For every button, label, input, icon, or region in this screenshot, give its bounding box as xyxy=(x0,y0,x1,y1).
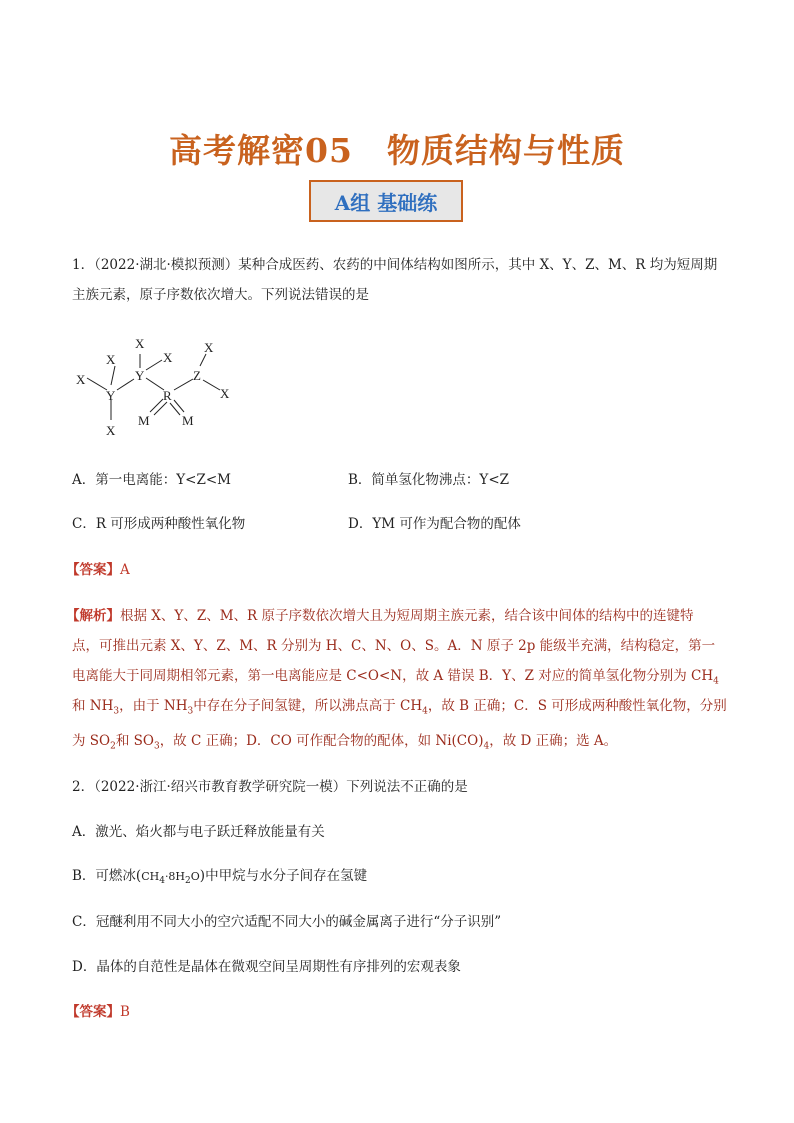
q1-explanation-line-2: 点，可推出元素 X、Y、Z、M、R 分别为 H、C、N、O、S。A．N 原子 2p 能级半充满，结构稳定，第一 xyxy=(72,638,716,654)
formula-part: CH xyxy=(141,870,160,883)
answer-value: B xyxy=(120,1004,130,1020)
q1-option-c: C．R 可形成两种酸性氧化物 xyxy=(72,516,246,532)
q1-explanation-line-5 xyxy=(72,731,617,751)
answer-label: 【答案】 xyxy=(66,562,120,578)
answer-value: A xyxy=(120,562,130,578)
subscript: 4 xyxy=(713,676,719,687)
explanation-text-4b: ，由于 NH xyxy=(119,698,188,714)
q2-option-a: A．激光、焰火都与电子跃迁释放能量有关 xyxy=(72,824,325,840)
atom-x-5: X xyxy=(106,423,116,438)
option-b-formula xyxy=(141,870,200,887)
explanation-text-5b: 和 SO xyxy=(115,733,154,749)
q1-stem-line-2: 主族元素，原子序数依次增大。下列说法错误的是 xyxy=(72,287,369,303)
q2-option-b xyxy=(72,866,367,887)
page-title: 高考解密05 物质结构与性质 xyxy=(169,131,625,170)
q1-answer xyxy=(66,560,130,580)
explanation-text-5a: 为 SO xyxy=(72,733,111,749)
q1-option-b: B．简单氢化物沸点：Y<Z xyxy=(348,472,510,488)
atom-x-4: X xyxy=(163,350,173,365)
atom-x-1: X xyxy=(76,372,86,387)
formula-part: ·8H xyxy=(164,870,186,883)
q1-explanation-line-1 xyxy=(66,606,693,626)
q1-stem-line-1: 1．（2022·湖北·模拟预测）某种合成医药、农药的中间体结构如图所示，其中 X、Y、Z、M、R 均为短周期 xyxy=(72,257,718,273)
atom-y-1: Y xyxy=(106,388,116,403)
q2-option-d: D．晶体的自范性是晶体在微观空间呈周期性有序排列的宏观表象 xyxy=(72,959,461,975)
q1-option-a: A．第一电离能：Y<Z<M xyxy=(72,472,231,488)
subscript: 4 xyxy=(483,741,490,752)
atom-m-2: M xyxy=(182,413,194,428)
subscript: 2 xyxy=(110,741,116,752)
subscript: 4 xyxy=(159,876,165,887)
atom-x-3: X xyxy=(135,336,145,351)
subscript: 3 xyxy=(113,706,120,717)
q1-option-d: D．YM 可作为配合物的配体 xyxy=(348,516,521,532)
subscript: 3 xyxy=(187,706,194,717)
subscript: 2 xyxy=(185,876,191,887)
explanation-label: 【解析】 xyxy=(66,608,120,624)
option-b-prefix: B．可燃冰( xyxy=(72,868,142,884)
explanation-text-1: 根据 X、Y、Z、M、R 原子序数依次增大且为短周期主族元素，结合该中间体的结构中的连键特 xyxy=(120,608,694,624)
answer-label: 【答案】 xyxy=(66,1004,120,1020)
explanation-text-5d: ，故 D 正确；选 A。 xyxy=(489,733,618,749)
molecule-structure-diagram xyxy=(70,330,250,440)
atom-m-1: M xyxy=(138,413,150,428)
atom-y-2: Y xyxy=(135,368,145,383)
subscript: 3 xyxy=(153,741,160,752)
q2-stem: 2．（2022·浙江·绍兴市教育教学研究院一模）下列说法不正确的是 xyxy=(72,779,468,795)
explanation-text-4a: 和 NH xyxy=(72,698,114,714)
atom-x-7: X xyxy=(220,386,230,401)
explanation-text-4c: 中存在分子间氢键，所以沸点高于 CH xyxy=(193,698,423,714)
atom-z: Z xyxy=(193,368,201,383)
atom-x-2: X xyxy=(106,352,116,367)
q1-explanation-line-3 xyxy=(72,666,719,686)
formula-part: O xyxy=(190,870,200,883)
explanation-text-5c: ，故 C 正确；D．CO 可作配合物的配体，如 Ni(CO) xyxy=(159,733,484,749)
atom-r: R xyxy=(163,388,172,403)
explanation-text-3: 电离能大于同周期相邻元素，第一电离能应是 C<O<N，故 A 错误 B．Y、Z 对应的简单氢化物分别为 CH xyxy=(72,668,714,684)
option-b-suffix: )中甲烷与水分子间存在氢键 xyxy=(199,868,368,884)
subscript: 4 xyxy=(422,706,428,717)
q1-explanation-line-4 xyxy=(72,696,727,716)
q2-option-c: C．冠醚利用不同大小的空穴适配不同大小的碱金属离子进行“分子识别” xyxy=(72,914,502,930)
group-heading: A组 基础练 xyxy=(309,180,463,222)
atom-x-6: X xyxy=(204,340,214,355)
q2-answer xyxy=(66,1002,130,1022)
explanation-text-4d: ，故 B 正确；C．S 可形成两种酸性氧化物，分别 xyxy=(427,698,727,714)
